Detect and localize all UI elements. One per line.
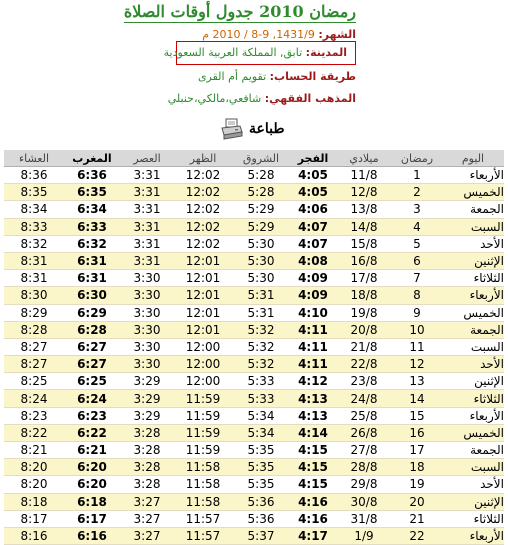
fajr-cell: 4:15	[290, 459, 336, 476]
col-header-fajr: الفجر	[290, 150, 336, 167]
maghrib-cell: 6:27	[64, 338, 120, 355]
day-cell: الجمعة	[442, 321, 504, 338]
maghrib-cell: 6:33	[64, 218, 120, 235]
day-cell: الأحد	[442, 235, 504, 252]
sunrise-cell: 5:32	[232, 356, 290, 373]
table-body	[4, 167, 504, 545]
sunrise-cell: 5:35	[232, 459, 290, 476]
isha-cell: 8:21	[4, 442, 64, 459]
method-value: تقويم أم القرى	[197, 70, 267, 83]
fajr-cell: 4:15	[290, 476, 336, 493]
ramadan-day-cell: 3	[392, 201, 442, 218]
ramadan-day-cell: 19	[392, 476, 442, 493]
madhab-row	[168, 92, 356, 105]
isha-cell: 8:27	[4, 356, 64, 373]
table-row	[4, 476, 504, 493]
month-value: 1431/9, 9-8 / 2010 م	[202, 28, 315, 41]
day-cell: الأربعاء	[442, 287, 504, 304]
print-button[interactable]	[220, 114, 302, 144]
day-cell: الخميس	[442, 184, 504, 201]
gregorian-date-cell: 26/8	[336, 424, 392, 441]
asr-cell: 3:29	[120, 373, 174, 390]
isha-cell: 8:27	[4, 338, 64, 355]
asr-cell: 3:30	[120, 338, 174, 355]
sunrise-cell: 5:32	[232, 338, 290, 355]
isha-cell: 8:29	[4, 304, 64, 321]
fajr-cell: 4:07	[290, 235, 336, 252]
fajr-cell: 4:14	[290, 424, 336, 441]
gregorian-date-cell: 22/8	[336, 356, 392, 373]
fajr-cell: 4:12	[290, 373, 336, 390]
asr-cell: 3:30	[120, 321, 174, 338]
isha-cell: 8:36	[4, 167, 64, 184]
day-cell: الأحد	[442, 476, 504, 493]
table-row	[4, 390, 504, 407]
gregorian-date-cell: 30/8	[336, 493, 392, 510]
table-row	[4, 235, 504, 252]
fajr-cell: 4:10	[290, 304, 336, 321]
asr-cell: 3:29	[120, 390, 174, 407]
gregorian-date-cell: 23/8	[336, 373, 392, 390]
city-value: تابق, المملكة العربية السعودية	[163, 46, 303, 59]
table-row	[4, 201, 504, 218]
gregorian-date-cell: 20/8	[336, 321, 392, 338]
dhuhr-cell: 11:58	[174, 459, 232, 476]
isha-cell: 8:16	[4, 527, 64, 544]
ramadan-day-cell: 13	[392, 373, 442, 390]
sunrise-cell: 5:30	[232, 235, 290, 252]
col-header-day: اليوم	[442, 150, 504, 167]
isha-cell: 8:18	[4, 493, 64, 510]
table-row	[4, 218, 504, 235]
page-title: رمضان 2010 جدول أوقات الصلاة	[123, 2, 356, 21]
ramadan-day-cell: 6	[392, 252, 442, 269]
dhuhr-cell: 12:01	[174, 252, 232, 269]
ramadan-day-cell: 15	[392, 407, 442, 424]
dhuhr-cell: 11:59	[174, 424, 232, 441]
gregorian-date-cell: 18/8	[336, 287, 392, 304]
day-cell: الخميس	[442, 304, 504, 321]
col-header-asr: العصر	[120, 150, 174, 167]
madhab-label: المذهب الفقهي:	[264, 92, 356, 105]
day-cell: الأحد	[442, 356, 504, 373]
gregorian-date-cell: 14/8	[336, 218, 392, 235]
asr-cell: 3:27	[120, 527, 174, 544]
sunrise-cell: 5:28	[232, 167, 290, 184]
asr-cell: 3:31	[120, 252, 174, 269]
dhuhr-cell: 12:02	[174, 184, 232, 201]
isha-cell: 8:20	[4, 476, 64, 493]
fajr-cell: 4:09	[290, 287, 336, 304]
city-box	[163, 41, 356, 65]
dhuhr-cell: 12:02	[174, 201, 232, 218]
maghrib-cell: 6:24	[64, 390, 120, 407]
fajr-cell: 4:11	[290, 356, 336, 373]
day-cell: الخميس	[442, 424, 504, 441]
fajr-cell: 4:08	[290, 252, 336, 269]
isha-cell: 8:23	[4, 407, 64, 424]
sunrise-cell: 5:28	[232, 184, 290, 201]
sunrise-cell: 5:33	[232, 373, 290, 390]
isha-cell: 8:20	[4, 459, 64, 476]
isha-cell: 8:31	[4, 252, 64, 269]
ramadan-day-cell: 20	[392, 493, 442, 510]
dhuhr-cell: 12:01	[174, 304, 232, 321]
ramadan-day-cell: 2	[392, 184, 442, 201]
table-row	[4, 424, 504, 441]
table-row	[4, 321, 504, 338]
isha-cell: 8:24	[4, 390, 64, 407]
gregorian-date-cell: 16/8	[336, 252, 392, 269]
dhuhr-cell: 11:59	[174, 390, 232, 407]
day-cell: الأربعاء	[442, 167, 504, 184]
asr-cell: 3:30	[120, 287, 174, 304]
fajr-cell: 4:13	[290, 407, 336, 424]
ramadan-day-cell: 11	[392, 338, 442, 355]
table-row	[4, 459, 504, 476]
table-row	[4, 184, 504, 201]
month-row	[202, 28, 356, 41]
maghrib-cell: 6:18	[64, 493, 120, 510]
day-cell: الإثنين	[442, 252, 504, 269]
sunrise-cell: 5:36	[232, 493, 290, 510]
sunrise-cell: 5:31	[232, 287, 290, 304]
maghrib-cell: 6:31	[64, 252, 120, 269]
asr-cell: 3:30	[120, 270, 174, 287]
fajr-cell: 4:11	[290, 338, 336, 355]
gregorian-date-cell: 13/8	[336, 201, 392, 218]
ramadan-day-cell: 1	[392, 167, 442, 184]
sunrise-cell: 5:33	[232, 390, 290, 407]
dhuhr-cell: 11:59	[174, 442, 232, 459]
dhuhr-cell: 12:02	[174, 235, 232, 252]
isha-cell: 8:31	[4, 270, 64, 287]
table-row	[4, 442, 504, 459]
maghrib-cell: 6:36	[64, 167, 120, 184]
ramadan-day-cell: 14	[392, 390, 442, 407]
day-cell: الجمعة	[442, 442, 504, 459]
table-row	[4, 270, 504, 287]
maghrib-cell: 6:21	[64, 442, 120, 459]
sunrise-cell: 5:34	[232, 424, 290, 441]
dhuhr-cell: 11:58	[174, 493, 232, 510]
maghrib-cell: 6:17	[64, 510, 120, 527]
day-cell: الثلاثاء	[442, 390, 504, 407]
maghrib-cell: 6:30	[64, 287, 120, 304]
table-row	[4, 510, 504, 527]
fajr-cell: 4:05	[290, 184, 336, 201]
gregorian-date-cell: 11/8	[336, 167, 392, 184]
table-row	[4, 167, 504, 184]
ramadan-day-cell: 4	[392, 218, 442, 235]
fajr-cell: 4:16	[290, 493, 336, 510]
table-row	[4, 493, 504, 510]
print-label: طباعة	[249, 121, 285, 137]
dhuhr-cell: 12:02	[174, 218, 232, 235]
sunrise-cell: 5:35	[232, 442, 290, 459]
isha-cell: 8:32	[4, 235, 64, 252]
day-cell: الأربعاء	[442, 527, 504, 544]
madhab-value: شافعي،مالكي،حنبلي	[167, 92, 262, 105]
asr-cell: 3:28	[120, 476, 174, 493]
asr-cell: 3:27	[120, 493, 174, 510]
sunrise-cell: 5:37	[232, 527, 290, 544]
table-row	[4, 287, 504, 304]
ramadan-day-cell: 7	[392, 270, 442, 287]
isha-cell: 8:35	[4, 184, 64, 201]
gregorian-date-cell: 31/8	[336, 510, 392, 527]
asr-cell: 3:28	[120, 459, 174, 476]
gregorian-date-cell: 21/8	[336, 338, 392, 355]
maghrib-cell: 6:25	[64, 373, 120, 390]
maghrib-cell: 6:32	[64, 235, 120, 252]
asr-cell: 3:28	[120, 442, 174, 459]
day-cell: الجمعة	[442, 201, 504, 218]
sunrise-cell: 5:30	[232, 252, 290, 269]
ramadan-day-cell: 17	[392, 442, 442, 459]
asr-cell: 3:28	[120, 424, 174, 441]
fajr-cell: 4:16	[290, 510, 336, 527]
isha-cell: 8:34	[4, 201, 64, 218]
maghrib-cell: 6:29	[64, 304, 120, 321]
sunrise-cell: 5:31	[232, 304, 290, 321]
ramadan-day-cell: 12	[392, 356, 442, 373]
gregorian-date-cell: 25/8	[336, 407, 392, 424]
asr-cell: 3:31	[120, 235, 174, 252]
fajr-cell: 4:15	[290, 442, 336, 459]
sunrise-cell: 5:29	[232, 201, 290, 218]
gregorian-date-cell: 17/8	[336, 270, 392, 287]
table-header-row	[4, 150, 504, 167]
table-row	[4, 527, 504, 544]
gregorian-date-cell: 19/8	[336, 304, 392, 321]
ramadan-day-cell: 18	[392, 459, 442, 476]
sunrise-cell: 5:34	[232, 407, 290, 424]
col-header-isha: العشاء	[4, 150, 64, 167]
month-label: الشهر:	[318, 28, 356, 41]
ramadan-day-cell: 16	[392, 424, 442, 441]
maghrib-cell: 6:34	[64, 201, 120, 218]
asr-cell: 3:31	[120, 184, 174, 201]
ramadan-day-cell: 8	[392, 287, 442, 304]
day-cell: السبت	[442, 218, 504, 235]
day-cell: السبت	[442, 338, 504, 355]
table-row	[4, 252, 504, 269]
maghrib-cell: 6:22	[64, 424, 120, 441]
maghrib-cell: 6:23	[64, 407, 120, 424]
dhuhr-cell: 11:57	[174, 527, 232, 544]
day-cell: الإثنين	[442, 493, 504, 510]
maghrib-cell: 6:27	[64, 356, 120, 373]
maghrib-cell: 6:28	[64, 321, 120, 338]
asr-cell: 3:27	[120, 510, 174, 527]
isha-cell: 8:33	[4, 218, 64, 235]
header	[0, 0, 508, 115]
isha-cell: 8:30	[4, 287, 64, 304]
gregorian-date-cell: 29/8	[336, 476, 392, 493]
fajr-cell: 4:06	[290, 201, 336, 218]
dhuhr-cell: 12:00	[174, 373, 232, 390]
sunrise-cell: 5:35	[232, 476, 290, 493]
maghrib-cell: 6:31	[64, 270, 120, 287]
fajr-cell: 4:09	[290, 270, 336, 287]
dhuhr-cell: 12:00	[174, 338, 232, 355]
ramadan-day-cell: 21	[392, 510, 442, 527]
table-row	[4, 356, 504, 373]
dhuhr-cell: 12:02	[174, 167, 232, 184]
maghrib-cell: 6:20	[64, 459, 120, 476]
col-header-sunrise: الشروق	[232, 150, 290, 167]
dhuhr-cell: 11:59	[174, 407, 232, 424]
col-header-maghrib: المغرب	[64, 150, 120, 167]
isha-cell: 8:22	[4, 424, 64, 441]
method-row	[198, 70, 356, 83]
dhuhr-cell: 12:01	[174, 270, 232, 287]
day-cell: السبت	[442, 459, 504, 476]
table-row	[4, 304, 504, 321]
sunrise-cell: 5:30	[232, 270, 290, 287]
gregorian-date-cell: 27/8	[336, 442, 392, 459]
fajr-cell: 4:11	[290, 321, 336, 338]
day-cell: الثلاثاء	[442, 270, 504, 287]
fajr-cell: 4:05	[290, 167, 336, 184]
dhuhr-cell: 12:00	[174, 356, 232, 373]
table-row	[4, 407, 504, 424]
sunrise-cell: 5:36	[232, 510, 290, 527]
dhuhr-cell: 11:58	[174, 476, 232, 493]
maghrib-cell: 6:20	[64, 476, 120, 493]
gregorian-date-cell: 12/8	[336, 184, 392, 201]
isha-cell: 8:25	[4, 373, 64, 390]
table-row	[4, 338, 504, 355]
ramadan-day-cell: 5	[392, 235, 442, 252]
day-cell: الأربعاء	[442, 407, 504, 424]
sunrise-cell: 5:32	[232, 321, 290, 338]
day-cell: الثلاثاء	[442, 510, 504, 527]
ramadan-day-cell: 9	[392, 304, 442, 321]
dhuhr-cell: 11:57	[174, 510, 232, 527]
asr-cell: 3:30	[120, 356, 174, 373]
fajr-cell: 4:17	[290, 527, 336, 544]
gregorian-date-cell: 1/9	[336, 527, 392, 544]
dhuhr-cell: 12:01	[174, 321, 232, 338]
asr-cell: 3:31	[120, 201, 174, 218]
asr-cell: 3:29	[120, 407, 174, 424]
asr-cell: 3:31	[120, 167, 174, 184]
prayer-times-table	[4, 150, 504, 545]
ramadan-day-cell: 22	[392, 527, 442, 544]
method-label: طريقة الحساب:	[269, 70, 356, 83]
city-label: المدينة:	[305, 46, 347, 59]
dhuhr-cell: 12:01	[174, 287, 232, 304]
maghrib-cell: 6:35	[64, 184, 120, 201]
maghrib-cell: 6:16	[64, 527, 120, 544]
col-header-dhuhr: الظهر	[174, 150, 232, 167]
asr-cell: 3:31	[120, 218, 174, 235]
fajr-cell: 4:13	[290, 390, 336, 407]
ramadan-day-cell: 10	[392, 321, 442, 338]
col-header-gregorian: ميلادي	[336, 150, 392, 167]
table-row	[4, 373, 504, 390]
isha-cell: 8:17	[4, 510, 64, 527]
printer-icon	[220, 117, 244, 141]
sunrise-cell: 5:29	[232, 218, 290, 235]
gregorian-date-cell: 28/8	[336, 459, 392, 476]
day-cell: الإثنين	[442, 373, 504, 390]
fajr-cell: 4:07	[290, 218, 336, 235]
gregorian-date-cell: 15/8	[336, 235, 392, 252]
col-header-ramadan: رمضان	[392, 150, 442, 167]
gregorian-date-cell: 24/8	[336, 390, 392, 407]
isha-cell: 8:28	[4, 321, 64, 338]
asr-cell: 3:30	[120, 304, 174, 321]
